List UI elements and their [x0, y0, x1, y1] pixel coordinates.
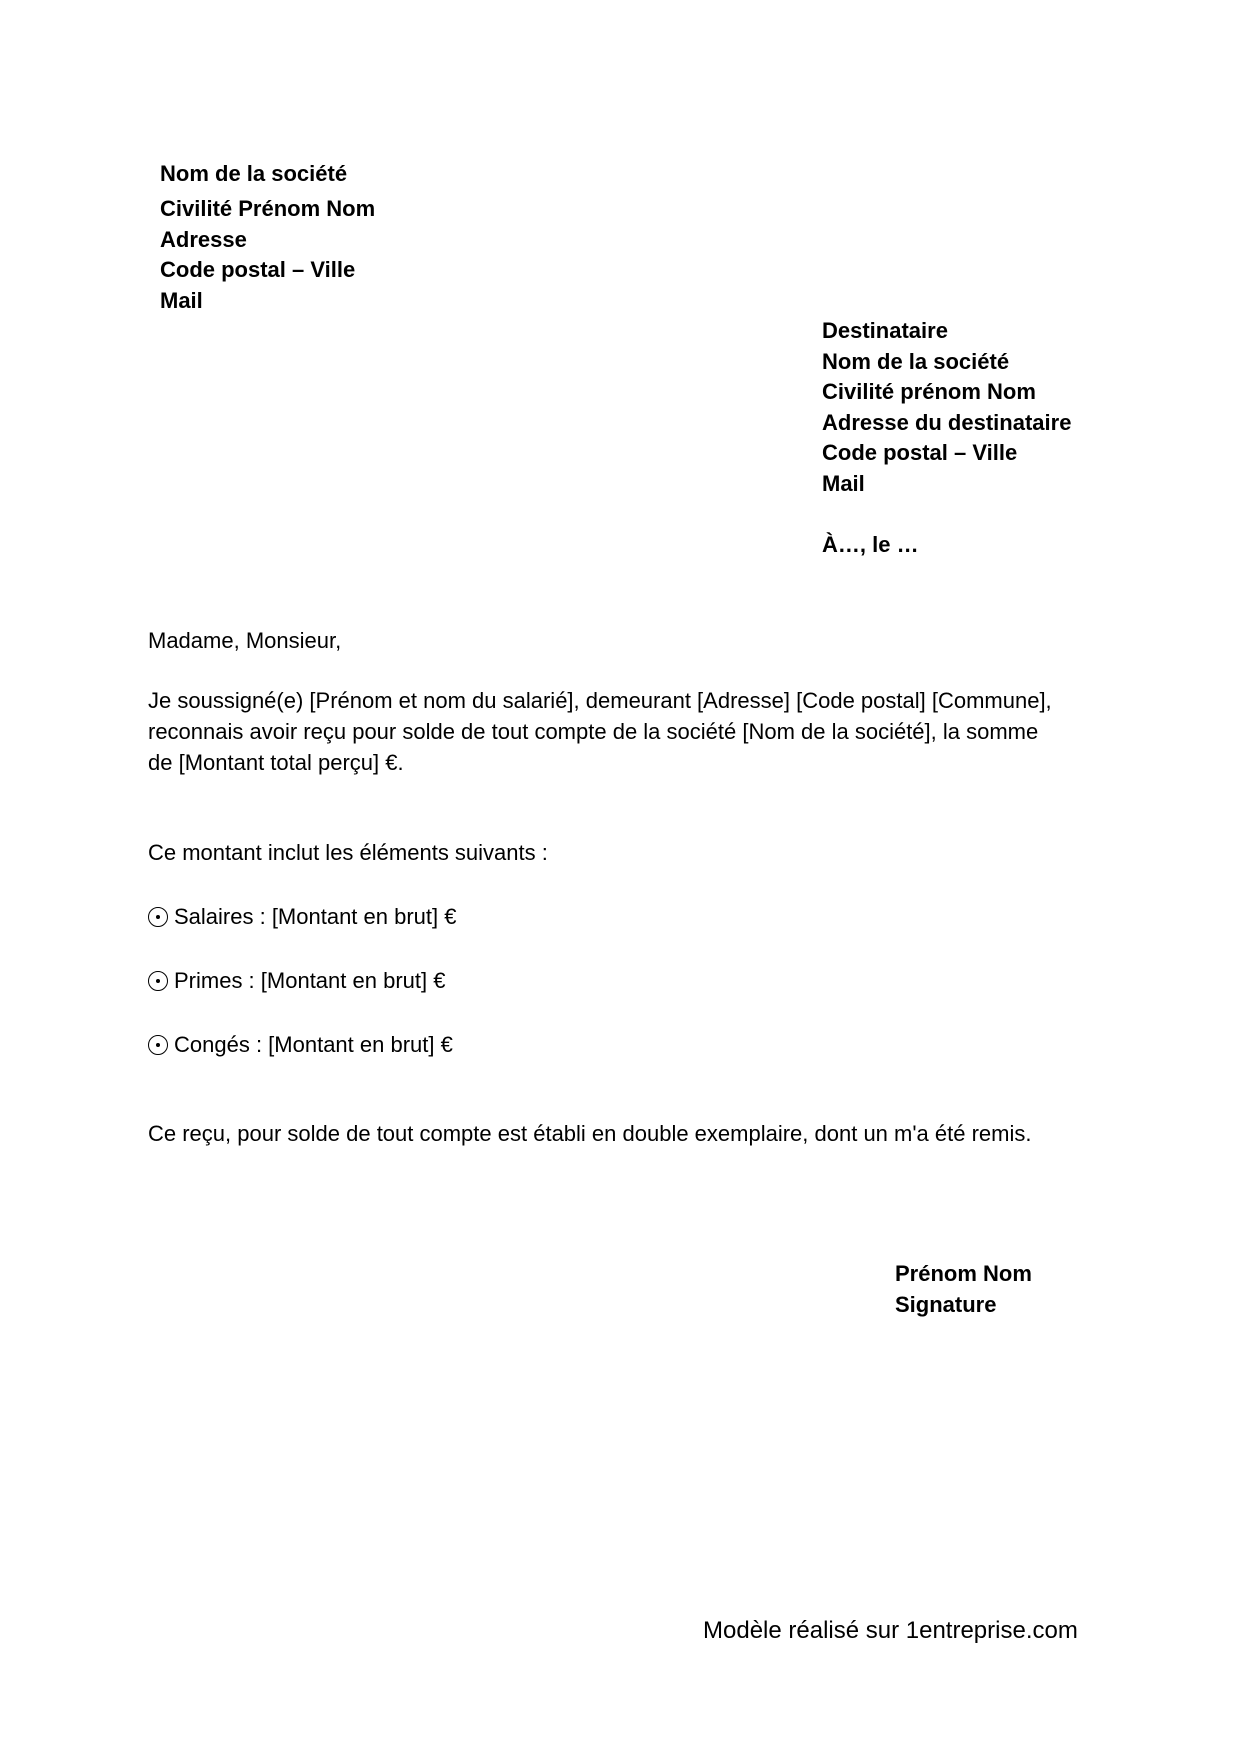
list-item-primes: [148, 966, 445, 996]
receipt-paragraph: [148, 685, 1052, 778]
sender-name: Civilité Prénom Nom: [160, 196, 376, 221]
list-item-text: Congés : [Montant en brut] €: [174, 1032, 453, 1057]
recipient-name: Civilité prénom Nom: [822, 379, 1036, 404]
signature-block: [895, 1258, 1032, 1320]
recipient-address: Adresse du destinataire: [822, 409, 1072, 435]
sender-postal-city: Code postal – Ville: [160, 257, 356, 282]
recipient-label: Destinataire: [822, 318, 948, 343]
list-item-salaires: [148, 902, 457, 932]
paragraph-line: Je soussigné(e) [Prénom et nom du salarié], demeurant [Adresse] [Code postal] [Commune],: [148, 688, 1052, 713]
footer-credit: Modèle réalisé sur 1entreprise.com: [703, 1617, 1078, 1644]
list-item-text: Primes : [Montant en brut] €: [174, 968, 446, 993]
place-date: À…, le …: [822, 532, 919, 557]
circle-bullet-icon: [148, 971, 168, 991]
signature-name: Prénom Nom: [895, 1261, 1032, 1286]
recipient-mail: Mail: [822, 470, 865, 496]
paragraph-line: de [Montant total perçu] €.: [148, 750, 404, 775]
sender-block: [160, 160, 375, 316]
list-intro: Ce montant inclut les éléments suivants :: [148, 840, 548, 865]
recipient-block: [822, 316, 1071, 499]
circle-bullet-icon: [148, 907, 168, 927]
recipient-company: Nom de la société: [822, 348, 1010, 374]
sender-address: Adresse: [160, 226, 247, 252]
signature-label: Signature: [895, 1292, 997, 1317]
greeting: Madame, Monsieur,: [148, 628, 342, 653]
closing-sentence: Ce reçu, pour solde de tout compte est établi en double exemplaire, dont un m'a été remis.: [148, 1121, 1032, 1146]
list-item-text: Salaires : [Montant en brut] €: [174, 904, 457, 929]
recipient-postal-city: Code postal – Ville: [822, 440, 1018, 465]
list-item-conges: [148, 1030, 453, 1060]
paragraph-line: reconnais avoir reçu pour solde de tout compte de la société [Nom de la société], la somme: [148, 719, 1039, 744]
sender-company: Nom de la société: [160, 161, 348, 186]
sender-mail: Mail: [160, 287, 203, 313]
circle-bullet-icon: [148, 1035, 168, 1055]
